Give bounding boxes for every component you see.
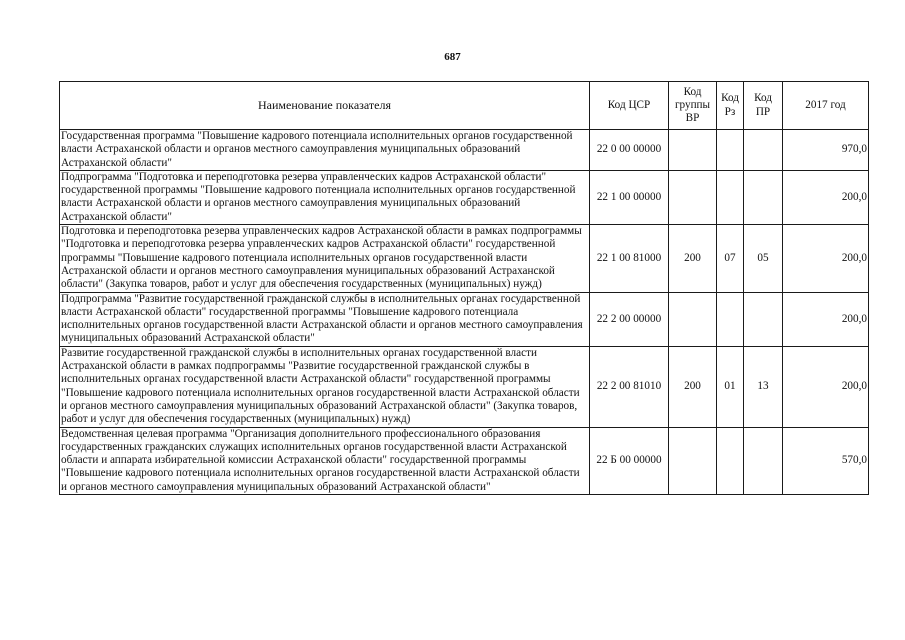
table-row <box>60 130 869 171</box>
row-name: Подготовка и переподготовка резерва управленческих кадров Астраханской области в рамках подпрограммы "Подготовка и переподготовка резерва управленческих кадров Астраханской области" государственной программы "Повышение кадрового потенциала исполнительных органов государственной власти Астраханской области и органов местного самоуправления муниципальных образований Астраханской области" (Закупка товаров, работ и услуг для обеспечения государственных (муниципальных) нужд) <box>60 225 590 292</box>
row-rz: 01 <box>717 346 744 427</box>
row-csr: 22 2 00 81010 <box>590 346 669 427</box>
row-amount: 970,0 <box>783 130 869 171</box>
row-csr: 22 1 00 00000 <box>590 170 669 224</box>
row-csr: 22 Б 00 00000 <box>590 427 669 494</box>
header-rz <box>717 82 744 130</box>
row-vr <box>669 292 717 346</box>
header-vr-line-3: ВР <box>685 112 700 125</box>
header-name: Наименование показателя <box>60 82 590 130</box>
row-csr: 22 2 00 00000 <box>590 292 669 346</box>
row-name: Государственная программа "Повышение кадрового потенциала исполнительных органов государственной власти Астраханской области и органов местного самоуправления муниципальных образований Астраханской области" <box>60 130 590 171</box>
row-csr: 22 0 00 00000 <box>590 130 669 171</box>
row-amount: 200,0 <box>783 170 869 224</box>
row-rz: 07 <box>717 225 744 292</box>
table-row <box>60 292 869 346</box>
row-name: Подпрограмма "Подготовка и переподготовка резерва управленческих кадров Астраханской области" государственной программы "Повышение кадрового потенциала исполнительных органов государственной власти Астраханской области и органов местного самоуправления муниципальных образований Астраханской области" <box>60 170 590 224</box>
header-rz-line-2: Рз <box>724 105 736 118</box>
row-pr <box>744 170 783 224</box>
row-amount: 200,0 <box>783 225 869 292</box>
row-amount: 570,0 <box>783 427 869 494</box>
row-rz <box>717 130 744 171</box>
header-pr <box>744 82 783 130</box>
header-pr-line-1: Код <box>754 92 772 105</box>
row-pr: 05 <box>744 225 783 292</box>
row-pr <box>744 292 783 346</box>
header-pr-line-2: ПР <box>755 105 771 118</box>
row-vr <box>669 427 717 494</box>
table-row <box>60 346 869 427</box>
row-name: Развитие государственной гражданской службы в исполнительных органах государственной власти Астраханской области в рамках подпрограммы "Развитие государственной гражданской службы в исполнительных органах государственной власти Астраханской области" государственной программы "Повышение кадрового потенциала исполнительных органов государственной власти Астраханской области и органов местного самоуправления муниципальных образований Астраханской области" (Закупка товаров, работ и услуг для обеспечения государственных (муниципальных) нужд) <box>60 346 590 427</box>
row-pr <box>744 130 783 171</box>
row-amount: 200,0 <box>783 292 869 346</box>
row-name: Подпрограмма "Развитие государственной гражданской службы в исполнительных органах государственной власти Астраханской области" государственной программы "Повышение кадрового потенциала исполнительных органов государственной власти Астраханской области и органов местного самоуправления муниципальных образований Астраханской области" <box>60 292 590 346</box>
row-pr: 13 <box>744 346 783 427</box>
table-row <box>60 225 869 292</box>
row-amount: 200,0 <box>783 346 869 427</box>
header-vr <box>669 82 717 130</box>
row-vr <box>669 170 717 224</box>
row-vr: 200 <box>669 225 717 292</box>
header-row <box>60 82 869 130</box>
row-pr <box>744 427 783 494</box>
budget-table <box>59 81 869 495</box>
row-name: Ведомственная целевая программа "Организация дополнительного профессионального образования государственных гражданских служащих исполнительных органов государственной власти Астраханской области и аппарата избирательной комиссии Астраханской области" государственной программы "Повышение кадрового потенциала исполнительных органов государственной власти Астраханской области и органов местного самоуправления муниципальных образований Астраханской области" <box>60 427 590 494</box>
row-rz <box>717 427 744 494</box>
header-vr-line-1: Код <box>683 85 702 98</box>
row-rz <box>717 292 744 346</box>
header-vr-line-2: группы <box>674 98 711 111</box>
header-year: 2017 год <box>783 82 869 130</box>
header-csr: Код ЦСР <box>590 82 669 130</box>
row-vr <box>669 130 717 171</box>
header-rz-line-1: Код <box>721 92 739 105</box>
row-vr: 200 <box>669 346 717 427</box>
table-row <box>60 170 869 224</box>
row-csr: 22 1 00 81000 <box>590 225 669 292</box>
page-number: 687 <box>444 51 461 63</box>
row-rz <box>717 170 744 224</box>
table-row <box>60 427 869 494</box>
